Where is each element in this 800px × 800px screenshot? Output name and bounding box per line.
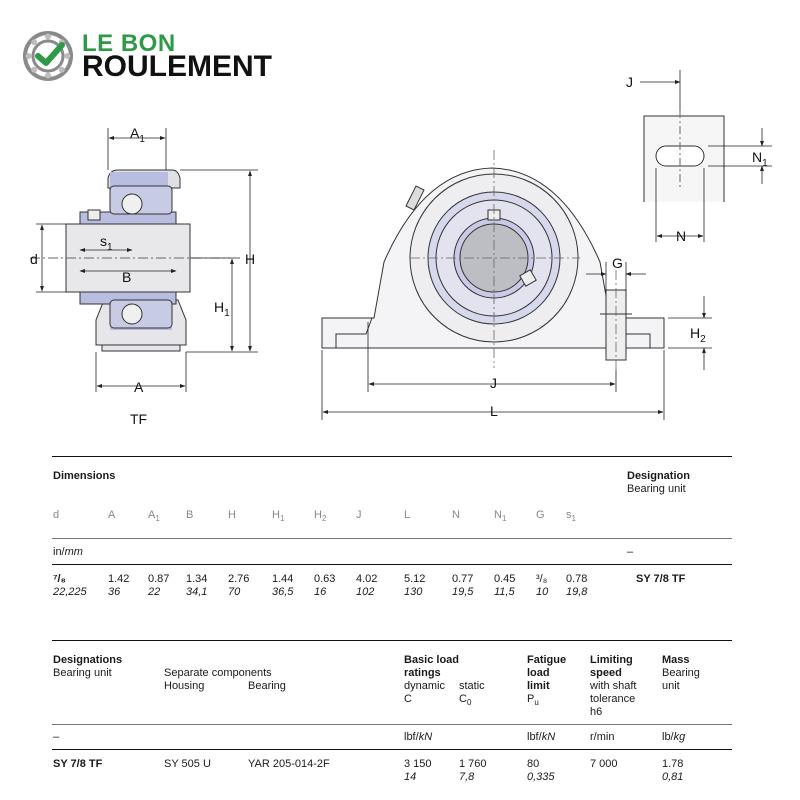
- table1-cell-inch: 0.87: [148, 573, 170, 585]
- dim-L-label: L: [490, 403, 498, 419]
- row-bearing-unit: SY 7/8 TF: [53, 758, 103, 770]
- designation-title: Designation: [627, 470, 690, 482]
- designation-subtitle: Bearing unit: [627, 483, 686, 495]
- table1-header-rule: [52, 538, 732, 539]
- dim-d-label: d: [30, 251, 38, 267]
- tf-label: TF: [130, 411, 148, 427]
- designations-title: Designations: [53, 654, 123, 666]
- bearing-label: Bearing: [248, 680, 286, 692]
- table1-cell-metric: 36: [108, 586, 121, 598]
- table1-header-cell: A: [108, 509, 116, 521]
- table1-cell-inch: 1.42: [108, 573, 130, 585]
- table1-header-cell: B: [186, 509, 194, 521]
- limiting-title-4: tolerance: [590, 693, 636, 705]
- table1-cell-metric: 34,1: [186, 586, 208, 598]
- mass-title-2: Bearing: [662, 667, 700, 679]
- table1-header-cell: $H_2$: [314, 509, 327, 524]
- row-mass-inch: 1.78: [662, 758, 684, 770]
- dim-s1-label: $s_1$: [100, 233, 113, 253]
- row-C-metric: 14: [404, 771, 417, 783]
- row-C-inch: 3 150: [404, 758, 432, 770]
- dim-J-top-label: J: [626, 74, 633, 90]
- table2-units-load: lbf/kN: [404, 731, 433, 743]
- table1-cell-metric: 19,5: [452, 586, 474, 598]
- table1-header-cell: $H_1$: [272, 509, 285, 524]
- table1-header-cell: J: [356, 509, 362, 521]
- row-Pu-inch: 80: [527, 758, 540, 770]
- row-bearing: YAR 205-014-2F: [248, 758, 330, 770]
- table1-cell-metric: 22,225: [53, 586, 87, 598]
- table1-top-rule: [52, 456, 732, 457]
- dim-H-label: H: [245, 251, 256, 267]
- basic-load-title-2: ratings: [404, 667, 441, 679]
- dim-H1-label: $H_1$: [214, 299, 230, 319]
- dim-G-label: G: [612, 255, 623, 271]
- table1-cell-inch: ⁷/₈: [53, 573, 66, 585]
- table1-header-cell: $A_1$: [148, 509, 160, 524]
- table2-units-fatigue: lbf/kN: [527, 731, 556, 743]
- limiting-title-3: with shaft: [590, 680, 637, 692]
- row-speed: 7 000: [590, 758, 618, 770]
- separate-components-title: Separate components: [164, 667, 272, 679]
- Pu-label: $P_u$: [527, 693, 539, 708]
- table1-header-cell: N: [452, 509, 460, 521]
- table1-cell-metric: 102: [356, 586, 375, 598]
- dynamic-label: dynamic: [404, 680, 445, 692]
- table1-cell-inch: 0.45: [494, 573, 516, 585]
- fatigue-title-3: limit: [527, 680, 550, 692]
- row-C0-metric: 7,8: [459, 771, 475, 783]
- row-mass-metric: 0,81: [662, 771, 684, 783]
- table1-designation-value: SY 7/8 TF: [636, 573, 686, 585]
- table1-cell-metric: 11,5: [494, 586, 515, 598]
- table2-units-mass: lb/kg: [662, 731, 686, 743]
- static-label: static: [459, 680, 485, 692]
- fatigue-title-2: load: [527, 667, 550, 679]
- mass-title-3: unit: [662, 680, 680, 692]
- table1-cell-metric: 22: [148, 586, 161, 598]
- row-Pu-metric: 0,335: [527, 771, 555, 783]
- designations-subtitle: Bearing unit: [53, 667, 112, 679]
- limiting-title-5: h6: [590, 706, 603, 718]
- table1-header-cell: $s_1$: [566, 509, 576, 524]
- table1-cell-metric: 16: [314, 586, 327, 598]
- table1-cell-inch: 4.02: [356, 573, 378, 585]
- table2-top-rule: [52, 640, 732, 641]
- C-label: C: [404, 693, 412, 705]
- row-C0-inch: 1 760: [459, 758, 487, 770]
- table1-cell-inch: 1.34: [186, 573, 208, 585]
- table1-cell-inch: 0.63: [314, 573, 336, 585]
- dim-J-label: J: [490, 375, 497, 391]
- table1-header-cell: L: [404, 509, 411, 521]
- table1-units: in/mm: [53, 546, 83, 558]
- mass-title-1: Mass: [662, 654, 690, 666]
- table1-cell-inch: ³/₈: [536, 573, 548, 585]
- table1-header-cell: d: [53, 509, 60, 521]
- table1-cell-metric: 19,8: [566, 586, 588, 598]
- table1-cell-inch: 0.78: [566, 573, 588, 585]
- table1-cell-metric: 36,5: [272, 586, 294, 598]
- table1-cell-metric: 10: [536, 586, 549, 598]
- row-housing: SY 505 U: [164, 758, 211, 770]
- dimensions-title: Dimensions: [53, 470, 116, 482]
- fatigue-title-1: Fatigue: [527, 654, 567, 666]
- table1-cell-inch: 0.77: [452, 573, 474, 585]
- dim-H2-label: $H_2$: [690, 325, 706, 345]
- brand-line2: ROULEMENT: [82, 50, 272, 83]
- limiting-title-1: Limiting: [590, 654, 633, 666]
- table1-units-rule: [52, 564, 732, 565]
- dim-N-label: N: [676, 228, 687, 244]
- table1-header-cell: $N_1$: [494, 509, 507, 524]
- table1-cell-metric: 130: [404, 586, 423, 598]
- housing-label: Housing: [164, 680, 205, 692]
- table1-cell-inch: 1.44: [272, 573, 294, 585]
- dim-A1-label: $A_1$: [130, 125, 145, 145]
- dim-N1-label: $N_1$: [752, 149, 768, 169]
- table1-cell-inch: 2.76: [228, 573, 250, 585]
- table1-header-cell: G: [536, 509, 545, 521]
- dim-A-label: A: [134, 379, 144, 395]
- table1-cell-metric: 70: [228, 586, 241, 598]
- table2-units-dash: –: [53, 731, 60, 743]
- dim-B-label: B: [122, 269, 132, 285]
- technical-drawing: [0, 70, 800, 440]
- table2-units-rule: [52, 749, 732, 750]
- basic-load-title-1: Basic load: [404, 654, 460, 666]
- table1-header-cell: H: [228, 509, 236, 521]
- table1-designation-units: –: [627, 546, 634, 558]
- table2-units-speed: r/min: [590, 731, 615, 743]
- table1-cell-inch: 5.12: [404, 573, 426, 585]
- table2-header-rule: [52, 724, 732, 725]
- limiting-title-2: speed: [590, 667, 622, 679]
- brand-line1: LE BON: [82, 30, 176, 57]
- C0-label: $C_0$: [459, 693, 472, 708]
- side-view: [30, 170, 230, 351]
